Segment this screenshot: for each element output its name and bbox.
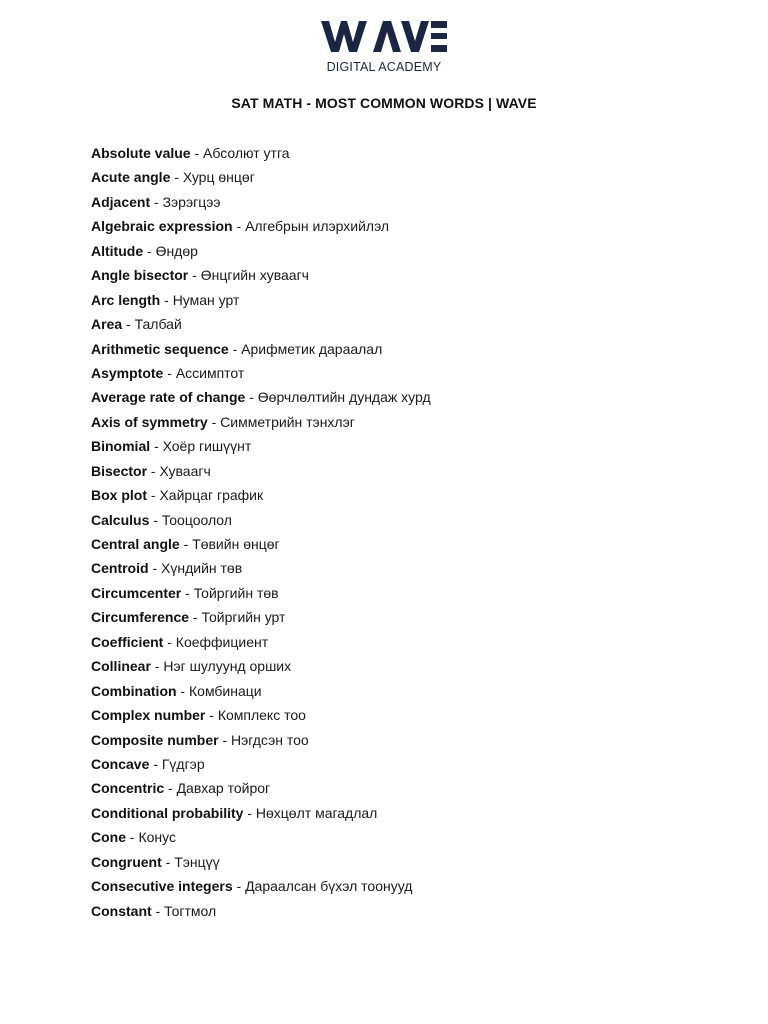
term-separator: - xyxy=(190,145,204,161)
glossary-entry xyxy=(91,483,431,507)
term-separator: - xyxy=(164,780,177,797)
glossary-term: Asymptote xyxy=(91,364,164,381)
glossary-entry xyxy=(91,899,431,923)
glossary-term: Acute angle xyxy=(91,169,171,186)
term-separator: - xyxy=(205,707,218,724)
glossary-translation: Тэнцүү xyxy=(174,853,220,870)
term-separator: - xyxy=(170,169,183,186)
term-separator: - xyxy=(147,487,160,504)
glossary-translation: Хоёр гишүүнт xyxy=(162,438,252,455)
brand-logo xyxy=(0,18,768,74)
glossary-entry xyxy=(91,288,431,312)
glossary-translation: Симметрийн тэнхлэг xyxy=(220,413,355,430)
glossary-entry xyxy=(91,263,431,287)
glossary-entry xyxy=(91,679,431,703)
wave-logo-icon xyxy=(321,18,447,59)
glossary-translation: Нуман урт xyxy=(172,291,240,308)
glossary-term: Calculus xyxy=(91,511,150,528)
glossary-translation: Нэг шулуунд орших xyxy=(163,658,292,675)
glossary-term: Adjacent xyxy=(91,193,151,210)
term-separator: - xyxy=(160,291,173,308)
glossary-entry xyxy=(91,410,431,434)
glossary-translation: Тойргийн төв xyxy=(193,584,279,601)
term-separator: - xyxy=(181,584,194,601)
glossary-term: Congruent xyxy=(91,853,162,870)
glossary-entry xyxy=(91,239,431,263)
term-separator: - xyxy=(163,633,176,650)
glossary-term: Constant xyxy=(91,902,152,919)
glossary-entry xyxy=(91,312,431,336)
term-separator: - xyxy=(122,316,135,333)
glossary-entry xyxy=(91,532,431,556)
term-separator: - xyxy=(207,413,221,430)
glossary-term: Algebraic expression xyxy=(91,218,233,235)
glossary-entry xyxy=(91,605,431,629)
glossary-translation: Хайрцаг график xyxy=(159,487,264,504)
glossary-term: Bisector xyxy=(91,462,148,479)
glossary-term: Binomial xyxy=(91,438,151,455)
glossary-entry xyxy=(91,874,431,898)
term-separator: - xyxy=(218,731,232,748)
glossary-term: Concentric xyxy=(91,780,165,797)
glossary-entry xyxy=(91,141,431,165)
glossary-translation: Хуваагч xyxy=(159,462,211,479)
glossary-entry xyxy=(91,703,431,727)
term-separator: - xyxy=(161,853,175,870)
term-separator: - xyxy=(143,242,156,259)
glossary-translation: Тогтмол xyxy=(164,902,217,919)
glossary-term: Cone xyxy=(91,829,126,846)
glossary-translation: Нөхцөлт магадлал xyxy=(255,804,378,821)
glossary-translation: Төвийн өнцөг xyxy=(192,536,280,552)
glossary-translation: Хүндийн төв xyxy=(161,560,243,577)
glossary-entry xyxy=(91,190,431,214)
glossary-term: Centroid xyxy=(91,560,149,577)
term-separator: - xyxy=(126,829,139,846)
term-separator: - xyxy=(150,438,163,455)
term-separator: - xyxy=(189,609,202,626)
glossary-term: Conditional probability xyxy=(91,804,244,821)
glossary-term: Circumcenter xyxy=(91,584,182,601)
glossary-translation: Нэгдсэн тоо xyxy=(231,731,309,748)
glossary-translation: Комплекс тоо xyxy=(217,707,306,724)
term-separator: - xyxy=(232,878,246,895)
glossary-entry xyxy=(91,459,431,483)
glossary-translation: Өнцгийн хуваагч xyxy=(200,267,309,284)
glossary-entry xyxy=(91,850,431,874)
glossary-translation: Зэрэгцээ xyxy=(162,193,221,210)
glossary-translation: Тойргийн урт xyxy=(201,609,286,626)
glossary-term: Arc length xyxy=(91,291,161,308)
glossary-term: Concave xyxy=(91,755,150,772)
glossary-entry xyxy=(91,654,431,678)
term-separator: - xyxy=(151,902,165,919)
glossary-term: Central angle xyxy=(91,536,180,552)
glossary-term: Area xyxy=(91,316,123,333)
term-separator: - xyxy=(228,340,242,357)
term-separator: - xyxy=(149,511,162,528)
term-separator: - xyxy=(245,389,258,406)
glossary-term: Absolute value xyxy=(91,145,191,161)
glossary-term: Arithmetic sequence xyxy=(91,340,229,357)
term-separator: - xyxy=(150,193,163,210)
glossary-translation: Комбинаци xyxy=(189,682,262,699)
glossary-translation: Коеффициент xyxy=(175,633,269,650)
glossary-translation: Дараалсан бүхэл тоонууд xyxy=(245,878,413,895)
glossary-translation: Абсолют утга xyxy=(203,145,290,161)
glossary-term: Composite number xyxy=(91,731,219,748)
logo-subtitle: DIGITAL ACADEMY xyxy=(326,60,442,74)
glossary-term: Angle bisector xyxy=(91,267,189,284)
glossary-entry xyxy=(91,361,431,385)
glossary-entry xyxy=(91,581,431,605)
term-separator: - xyxy=(179,536,193,552)
glossary-translation: Конус xyxy=(138,829,176,846)
glossary-term: Consecutive integers xyxy=(91,878,233,895)
glossary-term: Average rate of change xyxy=(91,389,246,406)
glossary-translation: Талбай xyxy=(134,316,182,333)
glossary-translation: Өөрчлөлтийн дундаж хурд xyxy=(257,389,431,406)
term-separator: - xyxy=(150,658,164,675)
glossary-term: Box plot xyxy=(91,487,147,504)
glossary-list xyxy=(91,141,431,923)
glossary-entry xyxy=(91,728,431,752)
document-title: SAT MATH - MOST COMMON WORDS | WAVE xyxy=(231,95,537,111)
glossary-entry xyxy=(91,385,431,409)
glossary-translation: Өндөр xyxy=(155,242,198,259)
glossary-entry xyxy=(91,434,431,458)
glossary-entry xyxy=(91,214,431,238)
glossary-entry xyxy=(91,556,431,580)
term-separator: - xyxy=(147,462,160,479)
glossary-translation: Алгебрын илэрхийлэл xyxy=(245,218,390,235)
glossary-entry xyxy=(91,337,431,361)
glossary-translation: Давхар тойрог xyxy=(176,780,271,797)
term-separator: - xyxy=(188,267,201,284)
glossary-entry xyxy=(91,776,431,800)
glossary-entry xyxy=(91,752,431,776)
glossary-entry xyxy=(91,630,431,654)
glossary-translation: Ассимптот xyxy=(175,364,245,381)
glossary-entry xyxy=(91,801,431,825)
glossary-translation: Гүдгэр xyxy=(161,755,205,772)
glossary-term: Altitude xyxy=(91,242,144,259)
term-separator: - xyxy=(232,218,246,235)
glossary-term: Complex number xyxy=(91,707,206,724)
term-separator: - xyxy=(148,560,162,577)
glossary-entry xyxy=(91,508,431,532)
glossary-entry xyxy=(91,825,431,849)
glossary-term: Coefficient xyxy=(91,633,164,650)
term-separator: - xyxy=(163,364,176,381)
term-separator: - xyxy=(149,755,162,772)
glossary-term: Axis of symmetry xyxy=(91,413,208,430)
term-separator: - xyxy=(176,682,189,699)
glossary-term: Combination xyxy=(91,682,177,699)
glossary-term: Collinear xyxy=(91,658,151,675)
glossary-term: Circumference xyxy=(91,609,190,626)
glossary-translation: Арифметик дараалал xyxy=(241,340,383,357)
term-separator: - xyxy=(243,804,256,821)
glossary-translation: Тооцоолол xyxy=(161,511,232,528)
glossary-entry xyxy=(91,165,431,189)
glossary-translation: Хурц өнцөг xyxy=(182,169,255,186)
